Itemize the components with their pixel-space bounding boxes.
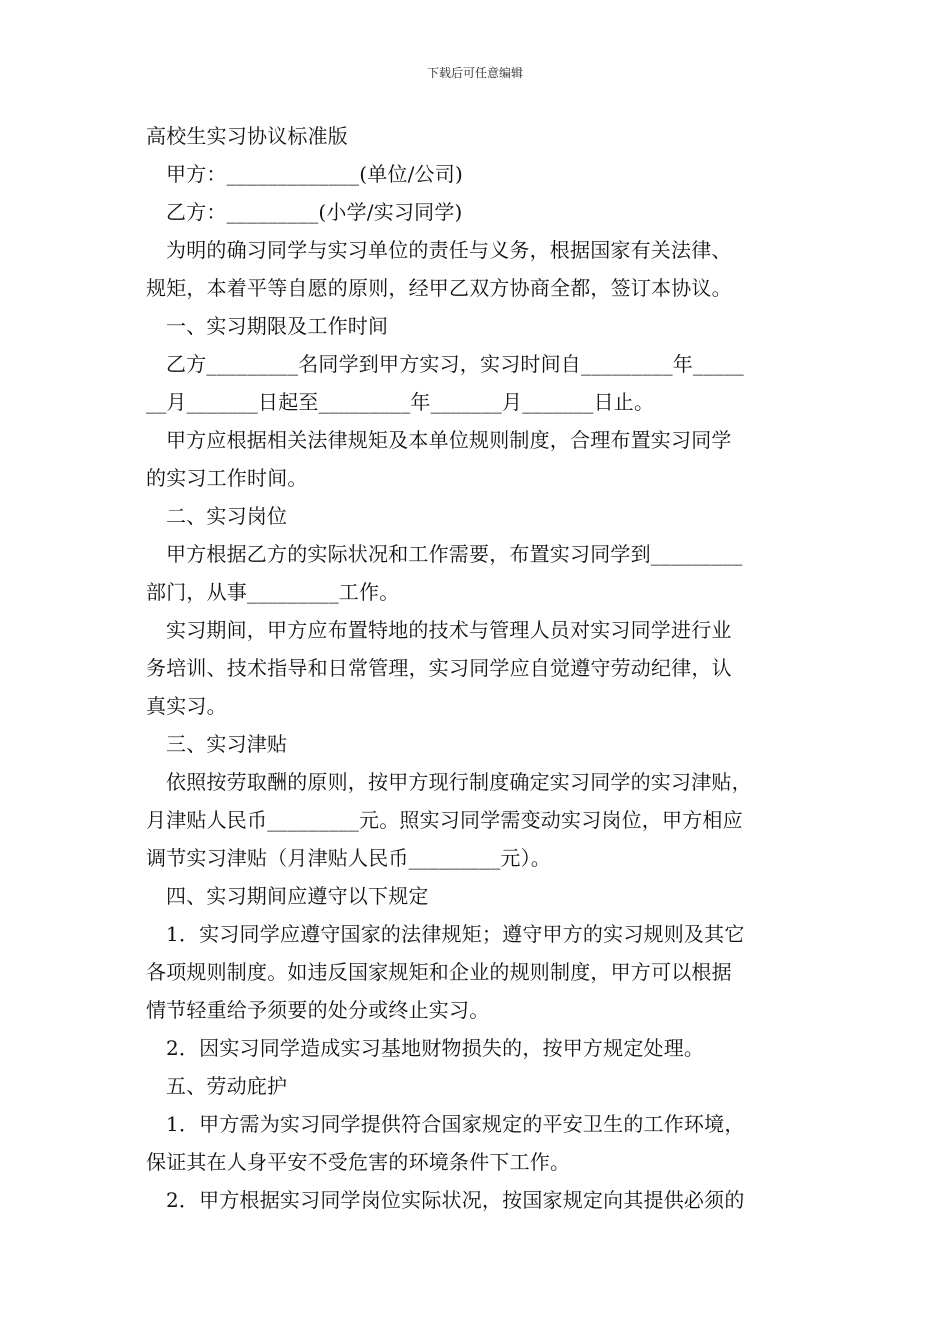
text-line: 真实习。 [146, 694, 227, 718]
text-line: 甲方根据乙方的实际状况和工作需要，布置实习同学到_________ [166, 542, 743, 566]
document-body [146, 117, 814, 1219]
text-line: 情节轻重给予须要的处分或终止实习。 [146, 998, 490, 1022]
page-header: 下载后可任意编辑 [426, 66, 523, 80]
text-line: 的实习工作时间。 [146, 466, 308, 490]
text-line: 保证其在人身平安不受危害的环境条件下工作。 [146, 1150, 571, 1174]
text-line: 一、实习期限及工作时间 [166, 314, 389, 338]
text-line: 月津贴人民币_________元。照实习同学需变动实习岗位，甲方相应 [146, 808, 743, 832]
text-line: 依照按劳取酬的原则，按甲方现行制度确定实习同学的实习津贴， [166, 770, 752, 794]
text-line: 乙方：_________(小学/实习同学) [166, 200, 463, 224]
text-line: 部门，从事_________工作。 [146, 580, 400, 604]
text-line: 调节实习津贴（月津贴人民币_________元）。 [146, 846, 551, 870]
text-line: 实习期间，甲方应布置特地的技术与管理人员对实习同学进行业 [166, 618, 732, 642]
text-line: 二、实习岗位 [166, 504, 288, 528]
text-line: 四、实习期间应遵守以下规定 [166, 884, 429, 908]
document-title: 高校生实习协议标准版 [146, 124, 348, 148]
text-line: 务培训、技术指导和日常管理，实习同学应自觉遵守劳动纪律，认 [146, 656, 732, 680]
text-line: 五、劳动庇护 [166, 1074, 288, 1098]
text-line: 甲方：_____________(单位/公司) [166, 162, 463, 186]
text-line: 甲方应根据相关法律规矩及本单位规则制度，合理布置实习同学 [166, 428, 732, 452]
text-line: 为明的确习同学与实习单位的责任与义务，根据国家有关法律、 [166, 238, 732, 262]
text-line: 1．甲方需为实习同学提供符合国家规定的平安卫生的工作环境， [166, 1112, 745, 1136]
text-line: 三、实习津贴 [166, 732, 288, 756]
text-line: 1．实习同学应遵守国家的法律规矩；遵守甲方的实习规则及其它 [166, 922, 745, 946]
text-line: __月_______日起至_________年_______月_______日止。 [146, 390, 655, 414]
text-line: 2．甲方根据实习同学岗位实际状况，按国家规定向其提供必须的 [166, 1188, 745, 1212]
text-line: 规矩，本着平等自愿的原则，经甲乙双方协商全都，签订本协议。 [146, 276, 732, 300]
text-line: 乙方_________名同学到甲方实习，实习时间自_________年_____ [166, 352, 744, 376]
text-line: 各项规则制度。如违反国家规矩和企业的规则制度，甲方可以根据 [146, 960, 732, 984]
text-line: 2．因实习同学造成实习基地财物损失的，按甲方规定处理。 [166, 1036, 705, 1060]
